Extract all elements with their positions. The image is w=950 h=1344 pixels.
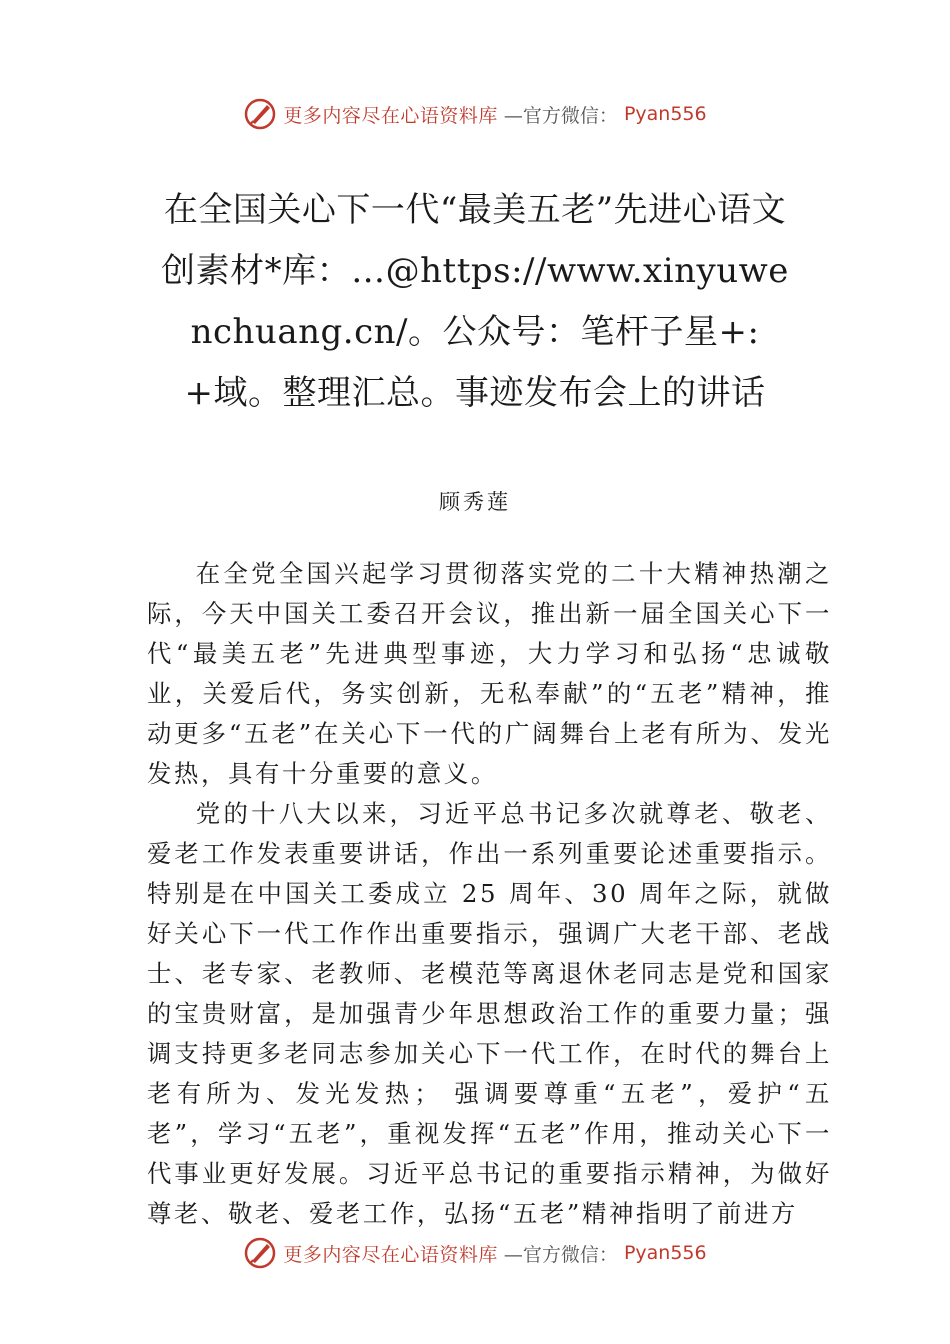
banner-library-text: 更多内容尽在心语资料库 [283,1243,498,1266]
banner-wechat-label: —官方微信： [503,104,618,127]
banner-wechat-id: Pyan556 [623,1242,707,1264]
banner-wechat-label: —官方微信： [503,1243,618,1266]
footer-banner [0,1233,950,1273]
body-paragraph: 在全党全国兴起学习贯彻落实党的二十大精神热潮之际，今天中国关工委召开会议，推出新一届全国关心下一代“最美五老”先进典型事迹，大力学习和弘扬“忠诚敬业，关爱后代，务实创新，无私奉献”的“五老”精神，推动更多“五老”在关心下一代的广阔舞台上老有所为、发光发热，具有十分重要的意义。 [147,559,832,788]
banner-library-text: 更多内容尽在心语资料库 [283,104,498,127]
quill-pen-logo-icon [243,97,277,131]
author-name: 顾秀莲 [439,490,511,514]
banner-wechat-id: Pyan556 [623,103,707,125]
quill-pen-logo-icon [243,1236,277,1270]
document-title: 在全国关心下一代“最美五老”先进心语文创素材*库：…@https://www.xinyuwenchuang.cn/。公众号：笔杆子星+:+域。整理汇总。事迹发布会上的讲话 [161,190,789,413]
document-body [147,554,832,1234]
header-banner [0,94,950,134]
body-paragraph: 党的十八大以来，习近平总书记多次就尊老、敬老、爱老工作发表重要讲话，作出一系列重要论述重要指示。特别是在中国关工委成立 25 周年、30 周年之际，就做好关心下一代工作作出重要指示，强调广大老干部、老战士、老专家、老教师、老模范等离退休老同志是党和国家的宝贵财富，是加强青少年思想政治工作的重要力量；强调支持更多老同志参加关心下一代工作，在时代的舞台上老有所为、发光发热； 强调要尊重“五老”，爱护“五老”，学习“五老”，重视发挥“五老”作用，推动关心下一代事业更好发展。习近平总书记的重要指示精神，为做好尊老、敬老、爱老工作，弘扬“五老”精神指明了前进方 [147,799,832,1228]
